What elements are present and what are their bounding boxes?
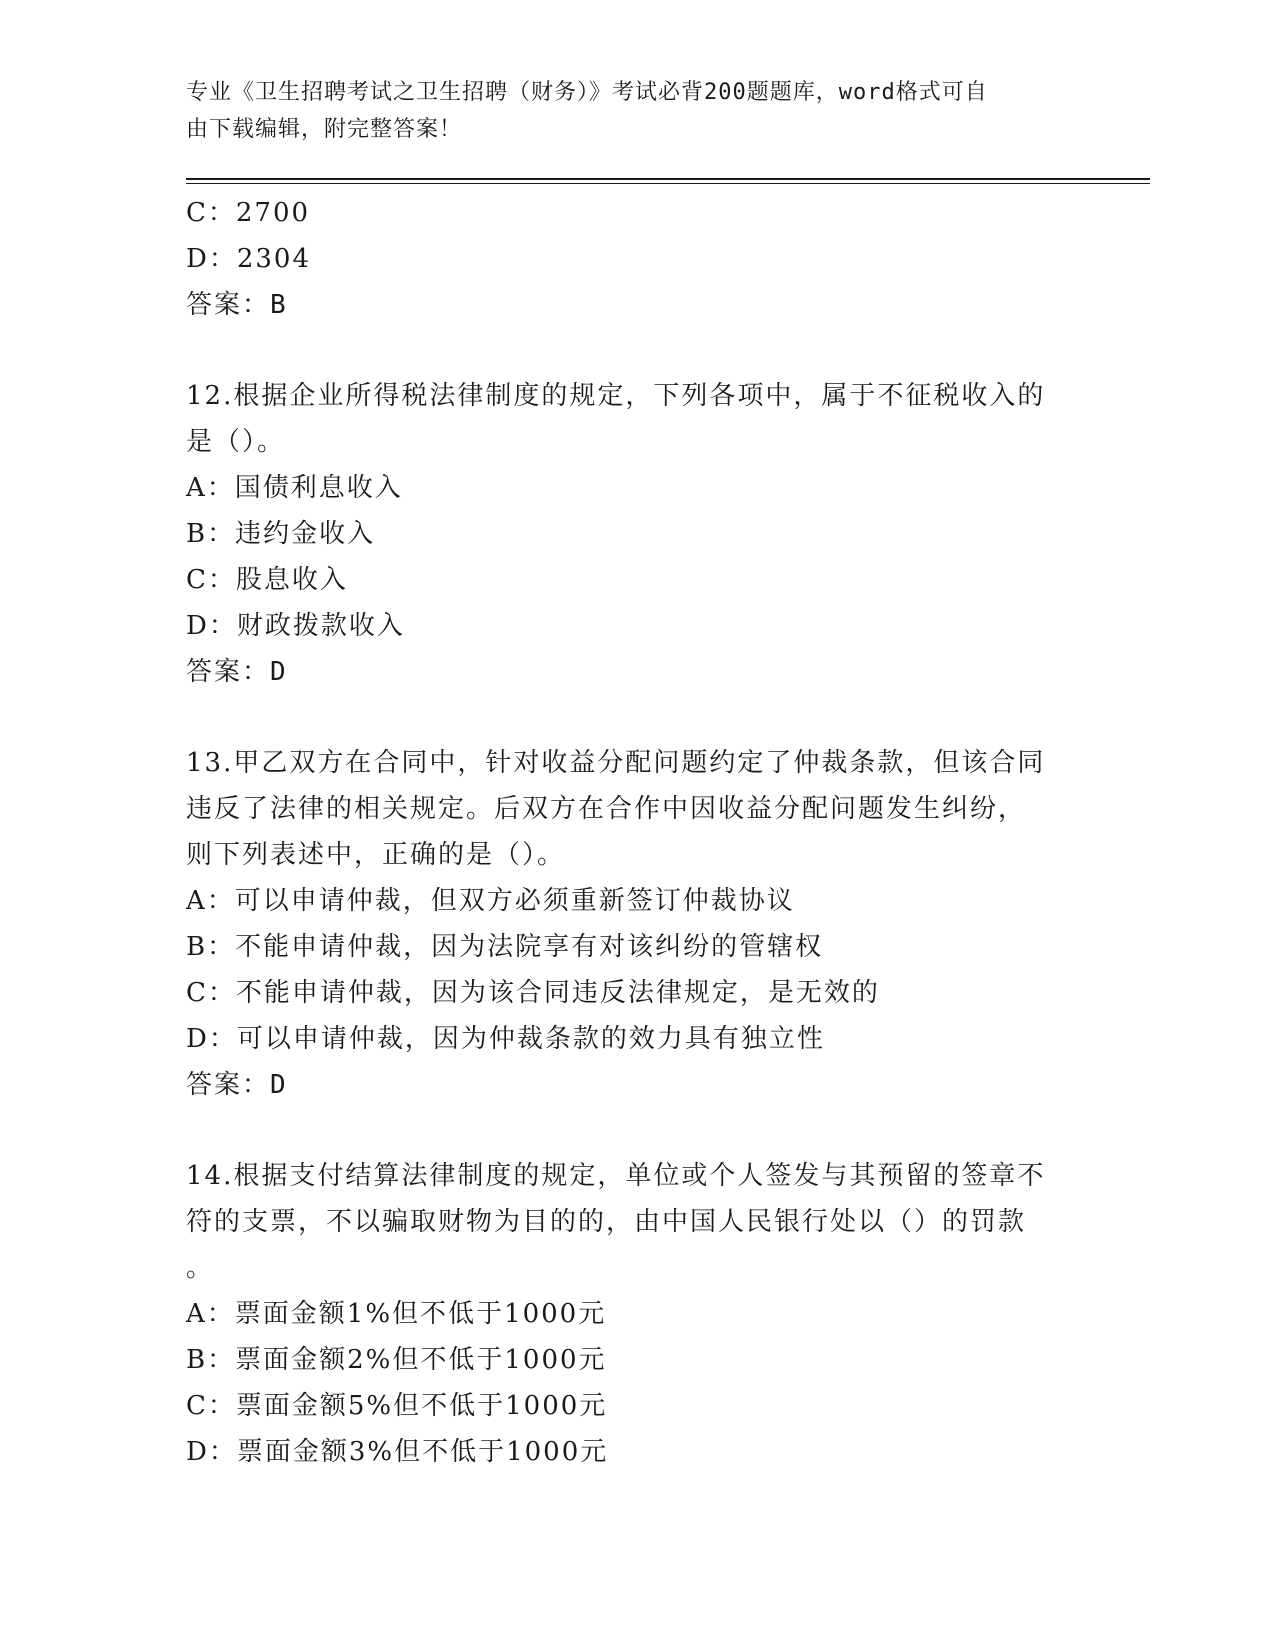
option-d: D：财政拨款收入 [186, 611, 405, 641]
question-13 [186, 740, 1086, 1108]
option-d: D：可以申请仲裁，因为仲裁条款的效力具有独立性 [186, 1024, 825, 1054]
document-header [186, 74, 1066, 148]
option-c: C：股息收入 [186, 565, 348, 595]
question-stem-line: 违反了法律的相关规定。后双方在合作中因收益分配问题发生纠纷， [186, 794, 1027, 824]
option-b: B：违约金收入 [186, 519, 376, 549]
question-14 [186, 1153, 1086, 1475]
option-d: D：2304 [186, 244, 312, 274]
header-line: 专业《卫生招聘考试之卫生招聘（财务）》考试必背200题题库，word格式可自 [186, 80, 988, 105]
answer-line: 答案：D [186, 1070, 288, 1100]
header-divider-thick [186, 178, 1150, 180]
document-body [186, 190, 1086, 1475]
question-stem-line: 符的支票，不以骗取财物为目的的，由中国人民银行处以（）的罚款 [186, 1207, 1027, 1237]
spacer [186, 695, 1086, 740]
option-a: A：可以申请仲裁，但双方必须重新签订仲裁协议 [186, 886, 795, 916]
header-line: 由下载编辑，附完整答案！ [186, 117, 463, 142]
option-b: B：不能申请仲裁，因为法院享有对该纠纷的管辖权 [186, 932, 824, 962]
option-d: D：票面金额3%但不低于1000元 [186, 1437, 609, 1467]
question-stem-line: 13.甲乙双方在合同中，针对收益分配问题约定了仲裁条款，但该合同 [186, 748, 1046, 778]
spacer [186, 328, 1086, 373]
question-stem-line: 。 [186, 1253, 215, 1283]
header-divider-thin [186, 183, 1150, 184]
option-a: A：票面金额1%但不低于1000元 [186, 1299, 607, 1329]
answer-line: 答案：B [186, 290, 288, 320]
option-a: A：国债利息收入 [186, 473, 403, 503]
question-stem-line: 12.根据企业所得税法律制度的规定，下列各项中，属于不征税收入的 [186, 381, 1046, 411]
option-c: C：2700 [186, 198, 311, 228]
question-carryover [186, 190, 1086, 328]
option-b: B：票面金额2%但不低于1000元 [186, 1345, 607, 1375]
question-stem-line: 14.根据支付结算法律制度的规定，单位或个人签发与其预留的签章不 [186, 1161, 1046, 1191]
spacer [186, 1108, 1086, 1153]
question-stem-line: 是（）。 [186, 427, 286, 457]
answer-line: 答案：D [186, 657, 288, 687]
option-c: C：不能申请仲裁，因为该合同违反法律规定，是无效的 [186, 978, 880, 1008]
question-12 [186, 373, 1086, 695]
option-c: C：票面金额5%但不低于1000元 [186, 1391, 608, 1421]
question-stem-line: 则下列表述中，正确的是（）。 [186, 840, 566, 870]
